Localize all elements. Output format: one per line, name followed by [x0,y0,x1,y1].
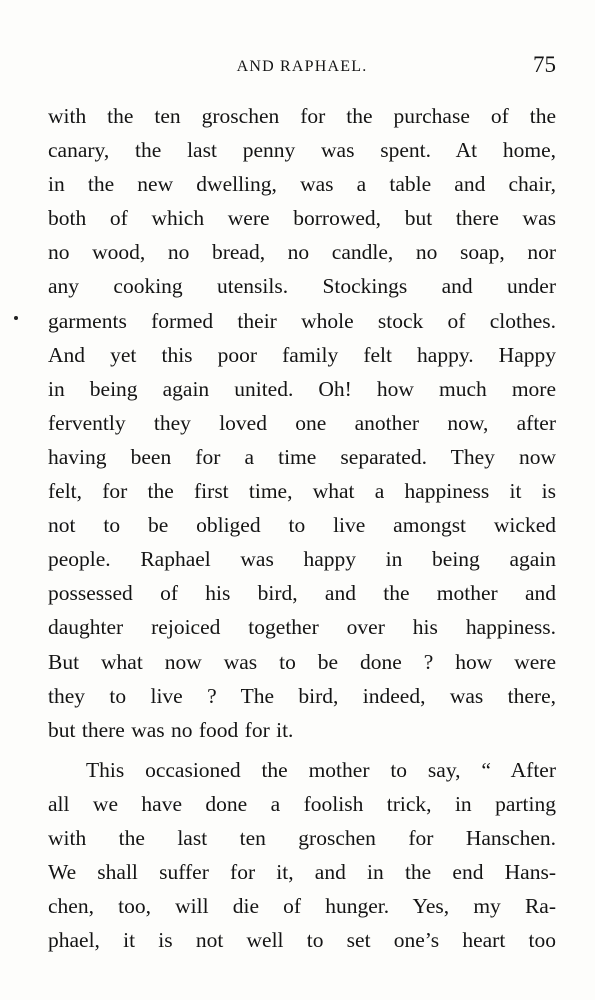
text-line: And yet this poor family felt happy. Happy [48,342,556,367]
text-line: they to live ? The bird, indeed, was there, [48,683,556,708]
text-line: But what now was to be done ? how were [48,649,556,674]
print-speck [14,316,18,320]
text-line: garments formed their whole stock of clothes. [48,308,556,333]
text-line: fervently they loved one another now, after [48,410,556,435]
paragraph-1 [48,99,556,747]
page-number: 75 [533,52,556,77]
paragraph-2 [48,753,556,958]
text-line: any cooking utensils. Stockings and under [48,274,556,299]
text-line: canary, the last penny was spent. At home, [48,138,556,163]
text-line: This occasioned the mother to say, “ After [86,757,556,782]
text-line: phael, it is not well to set one’s heart too [48,928,556,953]
text-line: all we have done a foolish trick, in parting [48,791,556,816]
text-line: with the last ten groschen for Hanschen. [48,825,556,850]
text-line: not to be obliged to live amongst wicked [48,513,556,538]
text-line: people. Raphael was happy in being again [48,547,556,572]
text-line: in the new dwelling, was a table and chair, [48,172,556,197]
text-line: but there was no food for it. [48,717,294,742]
text-line: both of which were borrowed, but there was [48,206,556,231]
text-line: in being again united. Oh! how much more [48,376,556,401]
body-text [48,99,556,957]
text-line: daughter rejoiced together over his happiness. [48,615,556,640]
text-line: having been for a time separated. They now [48,444,556,469]
text-line: felt, for the first time, what a happiness it is [48,479,556,504]
running-title: AND RAPHAEL. [236,58,368,75]
text-line: chen, too, will die of hunger. Yes, my Ra- [48,894,556,919]
text-line: We shall suffer for it, and in the end Hans- [48,860,556,885]
text-line: no wood, no bread, no candle, no soap, nor [48,240,556,265]
text-line: with the ten groschen for the purchase of the [48,104,556,128]
text-line: possessed of his bird, and the mother and [48,581,556,606]
running-header [48,52,556,76]
